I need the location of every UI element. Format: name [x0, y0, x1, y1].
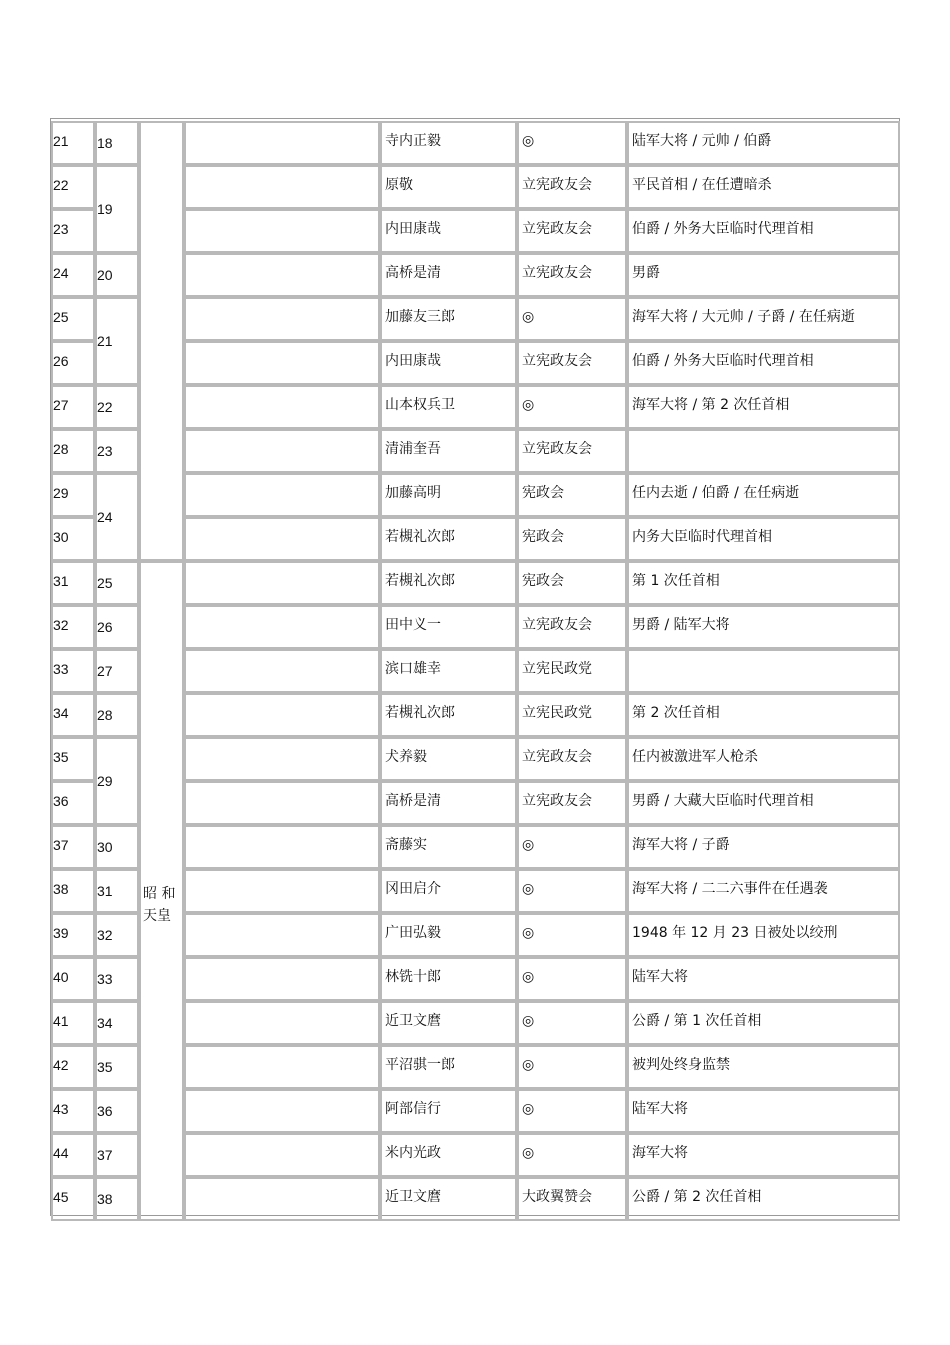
row-number	[51, 341, 95, 385]
pm-name-text: 寺内正毅	[385, 133, 441, 149]
note	[627, 781, 900, 825]
party-text: 立宪政友会	[522, 749, 592, 765]
row-number	[51, 385, 95, 429]
cabinet-seq-text: 27	[97, 663, 113, 679]
cabinet-seq	[95, 693, 139, 737]
row-number	[51, 429, 95, 473]
row-number-text: 36	[53, 793, 69, 809]
pm-name	[380, 341, 517, 385]
note	[627, 209, 900, 253]
row-number	[51, 957, 95, 1001]
party	[517, 649, 627, 693]
cabinet-seq-text: 26	[97, 619, 113, 635]
pm-name-text: 广田弘毅	[385, 925, 441, 941]
blank-cell	[184, 1045, 380, 1089]
pm-name-text: 加藤高明	[385, 485, 441, 501]
party	[517, 605, 627, 649]
party-text: 宪政会	[522, 573, 564, 589]
note-text: 伯爵 / 外务大臣临时代理首相	[632, 221, 814, 237]
row-number	[51, 253, 95, 297]
cabinet-seq	[95, 473, 139, 561]
party	[517, 1089, 627, 1133]
row-number-text: 35	[53, 749, 69, 765]
row-number	[51, 693, 95, 737]
party	[517, 209, 627, 253]
row-number	[51, 869, 95, 913]
note	[627, 605, 900, 649]
blank-cell	[184, 209, 380, 253]
pm-name	[380, 561, 517, 605]
blank-cell	[184, 693, 380, 737]
row-number-text: 42	[53, 1057, 69, 1073]
row-number	[51, 297, 95, 341]
pm-name-text: 若槻礼次郎	[385, 573, 455, 589]
cabinet-seq-text: 18	[97, 135, 113, 151]
party-text: ◎	[522, 1013, 535, 1029]
note-text: 陆军大将 / 元帅 / 伯爵	[632, 133, 772, 149]
note	[627, 1045, 900, 1089]
era-cell-text: 昭 和 天皇	[143, 886, 176, 924]
party	[517, 737, 627, 781]
party-text: ◎	[522, 1101, 535, 1117]
row-number-text: 41	[53, 1013, 69, 1029]
party-text: 立宪政友会	[522, 177, 592, 193]
blank-cell	[184, 253, 380, 297]
blank-cell	[184, 473, 380, 517]
row-number	[51, 165, 95, 209]
note	[627, 1089, 900, 1133]
party	[517, 341, 627, 385]
cabinet-seq-text: 30	[97, 839, 113, 855]
cabinet-seq	[95, 561, 139, 605]
pm-name	[380, 649, 517, 693]
row-number	[51, 517, 95, 561]
cabinet-seq	[95, 165, 139, 253]
pm-name-text: 内田康哉	[385, 353, 441, 369]
cabinet-seq	[95, 869, 139, 913]
party-text: ◎	[522, 1145, 535, 1161]
cabinet-seq	[95, 297, 139, 385]
party-text: 立宪政友会	[522, 265, 592, 281]
party-text: 立宪民政党	[522, 705, 592, 721]
row-number-text: 29	[53, 485, 69, 501]
row-number-text: 44	[53, 1145, 69, 1161]
pm-name-text: 清浦奎吾	[385, 441, 441, 457]
pm-name	[380, 737, 517, 781]
party-text: ◎	[522, 133, 535, 149]
row-number-text: 38	[53, 881, 69, 897]
blank-cell	[184, 1133, 380, 1177]
party-text: 立宪民政党	[522, 661, 592, 677]
row-number-text: 40	[53, 969, 69, 985]
note-text: 男爵 / 陆军大将	[632, 617, 730, 633]
pm-name	[380, 1001, 517, 1045]
pm-name-text: 高桥是清	[385, 793, 441, 809]
note-text: 平民首相 / 在任遭暗杀	[632, 177, 772, 193]
party	[517, 429, 627, 473]
party	[517, 913, 627, 957]
note-text: 内务大臣临时代理首相	[632, 529, 772, 545]
row-number-text: 34	[53, 705, 69, 721]
pm-name-text: 山本权兵卫	[385, 397, 455, 413]
row-number-text: 45	[53, 1189, 69, 1205]
note	[627, 121, 900, 165]
party-text: ◎	[522, 309, 535, 325]
blank-cell	[184, 825, 380, 869]
note-text: 海军大将 / 大元帅 / 子爵 / 在任病逝	[632, 309, 855, 325]
cabinet-seq-text: 21	[97, 333, 113, 349]
party-text: ◎	[522, 397, 535, 413]
blank-cell	[184, 1089, 380, 1133]
party	[517, 253, 627, 297]
note-text: 海军大将	[632, 1145, 688, 1161]
note-text: 公爵 / 第 2 次任首相	[632, 1189, 762, 1205]
blank-cell	[184, 913, 380, 957]
note	[627, 869, 900, 913]
party	[517, 1133, 627, 1177]
pm-name	[380, 385, 517, 429]
party-text: 宪政会	[522, 485, 564, 501]
row-number-text: 24	[53, 265, 69, 281]
pm-name	[380, 1133, 517, 1177]
row-number-text: 23	[53, 221, 69, 237]
cabinet-seq	[95, 913, 139, 957]
era-cell	[139, 121, 184, 561]
note-text: 男爵 / 大藏大臣临时代理首相	[632, 793, 814, 809]
note-text: 第 2 次任首相	[632, 705, 720, 721]
pm-name-text: 林铣十郎	[385, 969, 441, 985]
note-text: 公爵 / 第 1 次任首相	[632, 1013, 762, 1029]
pm-name-text: 近卫文麿	[385, 1189, 441, 1205]
row-number	[51, 825, 95, 869]
blank-cell	[184, 1001, 380, 1045]
pm-name	[380, 605, 517, 649]
party	[517, 517, 627, 561]
pm-name-text: 加藤友三郎	[385, 309, 455, 325]
party	[517, 1001, 627, 1045]
row-number-text: 31	[53, 573, 69, 589]
cabinet-seq-text: 29	[97, 773, 113, 789]
cabinet-seq	[95, 1045, 139, 1089]
cabinet-seq-text: 22	[97, 399, 113, 415]
pm-name	[380, 253, 517, 297]
party-text: ◎	[522, 881, 535, 897]
pm-name-text: 若槻礼次郎	[385, 529, 455, 545]
cabinet-seq-text: 19	[97, 201, 113, 217]
row-number-text: 28	[53, 441, 69, 457]
row-number	[51, 209, 95, 253]
party	[517, 121, 627, 165]
note	[627, 429, 900, 473]
blank-cell	[184, 605, 380, 649]
party	[517, 165, 627, 209]
note-text: 海军大将 / 二二六事件在任遇袭	[632, 881, 828, 897]
pm-name-text: 阿部信行	[385, 1101, 441, 1117]
row-number	[51, 605, 95, 649]
note	[627, 737, 900, 781]
note-text: 陆军大将	[632, 1101, 688, 1117]
pm-name-text: 米内光政	[385, 1145, 441, 1161]
row-number-text: 37	[53, 837, 69, 853]
pm-name-text: 原敬	[385, 177, 413, 193]
row-number	[51, 1133, 95, 1177]
cabinet-seq-text: 35	[97, 1059, 113, 1075]
row-number-text: 26	[53, 353, 69, 369]
note	[627, 297, 900, 341]
note-text: 男爵	[632, 265, 660, 281]
blank-cell	[184, 869, 380, 913]
row-number-text: 22	[53, 177, 69, 193]
cabinet-seq-text: 32	[97, 927, 113, 943]
row-number	[51, 913, 95, 957]
blank-cell	[184, 341, 380, 385]
party-text: 立宪政友会	[522, 353, 592, 369]
pm-name	[380, 517, 517, 561]
pm-name-text: 近卫文麿	[385, 1013, 441, 1029]
cabinet-seq-text: 25	[97, 575, 113, 591]
note	[627, 1177, 900, 1221]
pm-name	[380, 825, 517, 869]
row-number	[51, 473, 95, 517]
cabinet-seq-text: 31	[97, 883, 113, 899]
note	[627, 1001, 900, 1045]
pm-name	[380, 1045, 517, 1089]
pm-name	[380, 429, 517, 473]
cabinet-seq	[95, 429, 139, 473]
pm-name-text: 内田康哉	[385, 221, 441, 237]
note	[627, 165, 900, 209]
row-number	[51, 649, 95, 693]
cabinet-seq-text: 36	[97, 1103, 113, 1119]
party-text: 立宪政友会	[522, 221, 592, 237]
note-text: 海军大将 / 第 2 次任首相	[632, 397, 790, 413]
blank-cell	[184, 429, 380, 473]
cabinet-seq-text: 28	[97, 707, 113, 723]
cabinet-seq-text: 23	[97, 443, 113, 459]
row-number-text: 25	[53, 309, 69, 325]
cabinet-seq	[95, 1133, 139, 1177]
note	[627, 913, 900, 957]
pm-name-text: 若槻礼次郎	[385, 705, 455, 721]
pm-name	[380, 209, 517, 253]
row-number	[51, 781, 95, 825]
party-text: ◎	[522, 969, 535, 985]
party	[517, 385, 627, 429]
pm-name	[380, 297, 517, 341]
pm-name	[380, 165, 517, 209]
blank-cell	[184, 561, 380, 605]
party-text: ◎	[522, 1057, 535, 1073]
note-text: 第 1 次任首相	[632, 573, 720, 589]
cabinet-seq	[95, 385, 139, 429]
note-text: 任内被激进军人枪杀	[632, 749, 758, 765]
pm-name	[380, 121, 517, 165]
row-number	[51, 121, 95, 165]
pm-name	[380, 473, 517, 517]
cabinet-seq-text: 20	[97, 267, 113, 283]
party-text: ◎	[522, 837, 535, 853]
cabinet-seq	[95, 253, 139, 297]
blank-cell	[184, 957, 380, 1001]
note-text: 1948 年 12 月 23 日被处以绞刑	[632, 925, 838, 941]
row-number-text: 43	[53, 1101, 69, 1117]
cabinet-seq-text: 33	[97, 971, 113, 987]
party	[517, 781, 627, 825]
party	[517, 869, 627, 913]
cabinet-seq	[95, 825, 139, 869]
note	[627, 957, 900, 1001]
era-cell	[139, 561, 184, 1221]
prime-minister-table	[50, 118, 900, 1216]
cabinet-seq	[95, 1001, 139, 1045]
row-number	[51, 561, 95, 605]
pm-name	[380, 957, 517, 1001]
party-text: ◎	[522, 925, 535, 941]
blank-cell	[184, 121, 380, 165]
blank-cell	[184, 517, 380, 561]
blank-cell	[184, 1177, 380, 1221]
pm-name-text: 斋藤实	[385, 837, 427, 853]
note-text: 任内去逝 / 伯爵 / 在任病逝	[632, 485, 800, 501]
note	[627, 253, 900, 297]
note	[627, 649, 900, 693]
row-number	[51, 1045, 95, 1089]
cabinet-seq-text: 24	[97, 509, 113, 525]
party	[517, 1177, 627, 1221]
row-number	[51, 1001, 95, 1045]
note-text: 伯爵 / 外务大臣临时代理首相	[632, 353, 814, 369]
blank-cell	[184, 737, 380, 781]
cabinet-seq-text: 38	[97, 1191, 113, 1207]
cabinet-seq	[95, 1089, 139, 1133]
row-number	[51, 737, 95, 781]
blank-cell	[184, 385, 380, 429]
pm-name-text: 滨口雄幸	[385, 661, 441, 677]
pm-name-text: 冈田启介	[385, 881, 441, 897]
cabinet-seq	[95, 649, 139, 693]
row-number-text: 39	[53, 925, 69, 941]
note-text: 海军大将 / 子爵	[632, 837, 730, 853]
cabinet-seq	[95, 737, 139, 825]
pm-name-text: 平沼骐一郎	[385, 1057, 455, 1073]
party	[517, 561, 627, 605]
cabinet-seq	[95, 121, 139, 165]
note	[627, 517, 900, 561]
row-number	[51, 1089, 95, 1133]
pm-name	[380, 913, 517, 957]
party	[517, 825, 627, 869]
blank-cell	[184, 781, 380, 825]
party	[517, 693, 627, 737]
blank-cell	[184, 297, 380, 341]
note	[627, 693, 900, 737]
row-number-text: 33	[53, 661, 69, 677]
pm-name-text: 犬养毅	[385, 749, 427, 765]
note	[627, 561, 900, 605]
row-number-text: 27	[53, 397, 69, 413]
pm-name	[380, 869, 517, 913]
party-text: 立宪政友会	[522, 617, 592, 633]
pm-name	[380, 693, 517, 737]
party	[517, 473, 627, 517]
row-number	[51, 1177, 95, 1221]
pm-name	[380, 1177, 517, 1221]
note-text: 被判处终身监禁	[632, 1057, 730, 1073]
blank-cell	[184, 165, 380, 209]
row-number-text: 32	[53, 617, 69, 633]
note	[627, 385, 900, 429]
party	[517, 297, 627, 341]
note-text: 陆军大将	[632, 969, 688, 985]
cabinet-seq-text: 34	[97, 1015, 113, 1031]
party	[517, 1045, 627, 1089]
note	[627, 1133, 900, 1177]
party-text: 宪政会	[522, 529, 564, 545]
party	[517, 957, 627, 1001]
row-number-text: 30	[53, 529, 69, 545]
note	[627, 341, 900, 385]
note	[627, 473, 900, 517]
cabinet-seq	[95, 957, 139, 1001]
pm-name-text: 田中义一	[385, 617, 441, 633]
party-text: 立宪政友会	[522, 793, 592, 809]
cabinet-seq-text: 37	[97, 1147, 113, 1163]
pm-name	[380, 781, 517, 825]
note	[627, 825, 900, 869]
party-text: 立宪政友会	[522, 441, 592, 457]
party-text: 大政翼赞会	[522, 1189, 592, 1205]
row-number-text: 21	[53, 133, 69, 149]
cabinet-seq	[95, 1177, 139, 1221]
cabinet-seq	[95, 605, 139, 649]
blank-cell	[184, 649, 380, 693]
pm-name-text: 高桥是清	[385, 265, 441, 281]
pm-name	[380, 1089, 517, 1133]
